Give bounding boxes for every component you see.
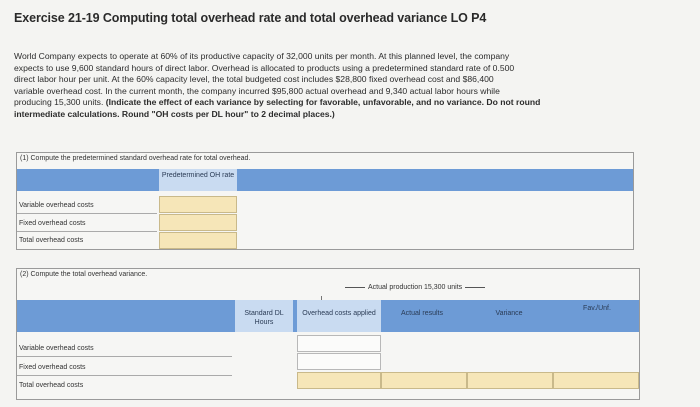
problem-text: producing 15,300 units. bbox=[14, 97, 104, 108]
part2-panel bbox=[16, 268, 640, 400]
part1-panel bbox=[16, 152, 634, 250]
fav-unf-select[interactable] bbox=[553, 372, 639, 389]
total-oh-applied-input[interactable] bbox=[297, 372, 381, 389]
row-total-overhead: Total overhead costs bbox=[19, 237, 84, 244]
total-oh-rate-input[interactable] bbox=[159, 232, 237, 249]
oh-rate-header: Predetermined OH rate bbox=[159, 169, 237, 191]
variable-oh-applied-input[interactable] bbox=[297, 335, 381, 352]
variance-header: Variance bbox=[495, 310, 523, 317]
total-actual-results-input[interactable] bbox=[381, 372, 467, 389]
instruction-text: (Indicate the effect of each variance by selecting for favorable, unfavorable, and no variance. Do not round bbox=[105, 97, 541, 108]
problem-line: variable overhead cost. In the current month, the company incurred $95,800 actual overhead and 9,340 actual labor hours while bbox=[14, 85, 500, 96]
actual-results-header: Actual results bbox=[400, 310, 444, 317]
problem-line: direct labor hour per unit. At the 60% capacity level, the total budgeted cost includes $28,800 fixed overhead cost and $86,400 bbox=[14, 74, 494, 85]
actual-production-label: Actual production 15,300 units bbox=[368, 284, 463, 291]
part1-caption: (1) Compute the predetermined standard overhead rate for total overhead. bbox=[20, 155, 251, 162]
row-variable-overhead: Variable overhead costs bbox=[17, 340, 232, 357]
problem-statement bbox=[14, 51, 690, 121]
row-variable-overhead: Variable overhead costs bbox=[17, 197, 157, 214]
total-variance-input[interactable] bbox=[467, 372, 553, 389]
variable-oh-rate-input[interactable] bbox=[159, 196, 237, 213]
problem-line: expects to use 9,600 standard hours of direct labor. Overhead is allocated to products using a predetermined standard rate of 0.500 bbox=[14, 62, 515, 73]
header-rule-right bbox=[465, 287, 485, 288]
fixed-oh-rate-input[interactable] bbox=[159, 214, 237, 231]
problem-line bbox=[14, 97, 690, 109]
standard-hours-header: Standard DL Hours bbox=[244, 310, 284, 326]
header-band bbox=[17, 169, 633, 191]
actual-production-header bbox=[342, 284, 488, 291]
row-fixed-overhead: Fixed overhead costs bbox=[17, 215, 157, 232]
problem-line: World Company expects to operate at 60% of its productive capacity of 32,000 units per month. At this planned level, the company bbox=[14, 51, 510, 61]
instruction-text: intermediate calculations. Round "OH costs per DL hour" to 2 decimal places.) bbox=[14, 108, 335, 119]
part2-caption: (2) Compute the total overhead variance. bbox=[20, 271, 148, 278]
row-fixed-overhead: Fixed overhead costs bbox=[17, 359, 232, 376]
page-title: Exercise 21-19 Computing total overhead rate and total overhead variance LO P4 bbox=[14, 11, 487, 25]
fixed-oh-applied-input[interactable] bbox=[297, 353, 381, 370]
row-total-overhead: Total overhead costs bbox=[19, 382, 84, 389]
fav-unf-header: Fav./Unf. bbox=[583, 305, 611, 312]
header-rule-left bbox=[345, 287, 365, 288]
overhead-applied-header: Overhead costs applied bbox=[302, 310, 376, 317]
